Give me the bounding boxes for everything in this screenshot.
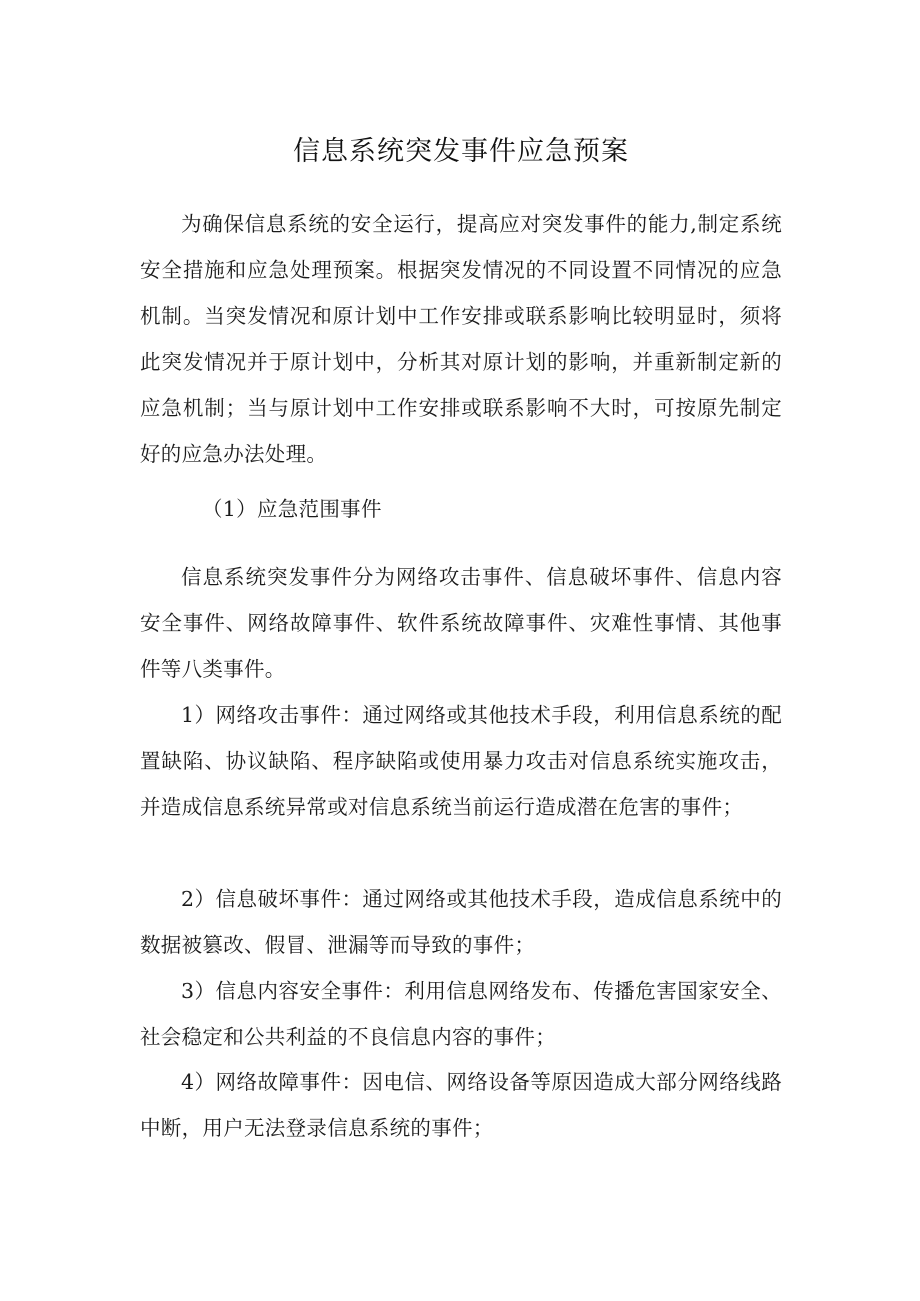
classification-paragraph: 信息系统突发事件分为网络攻击事件、信息破坏事件、信息内容安全事件、网络故障事件、软件系统故障事件、灾难性事情、其他事件等八类事件。 <box>140 565 782 681</box>
list-item: 3）信息内容安全事件：利用信息网络发布、传播危害国家安全、社会稳定和公共利益的不良信息内容的事件； <box>140 979 782 1049</box>
document-title: 信息系统突发事件应急预案 <box>293 136 629 167</box>
list-item: 4）网络故障事件：因电信、网络设备等原因造成大部分网络线路中断，用户无法登录信息系统的事件； <box>140 1070 782 1140</box>
list-item: 1）网络攻击事件：通过网络或其他技术手段，利用信息系统的配置缺陷、协议缺陷、程序缺陷或使用暴力攻击对信息系统实施攻击，并造成信息系统异常或对信息系统当前运行造成潜在危害的事件； <box>140 703 782 819</box>
section-heading: （1）应急范围事件 <box>202 497 382 521</box>
list-item: 2）信息破坏事件：通过网络或其他技术手段，造成信息系统中的数据被篡改、假冒、泄漏等而导致的事件； <box>140 887 782 957</box>
intro-paragraph: 为确保信息系统的安全运行，提高应对突发事件的能力,制定系统安全措施和应急处理预案。根据突发情况的不同设置不同情况的应急机制。当突发情况和原计划中工作安排或联系影响比较明显时，须将此突发情况并于原计划中，分析其对原计划的影响，并重新制定新的应急机制；当与原计划中工作安排或联系影响不大时，可按原先制定好的应急办法处理。 <box>140 212 782 466</box>
